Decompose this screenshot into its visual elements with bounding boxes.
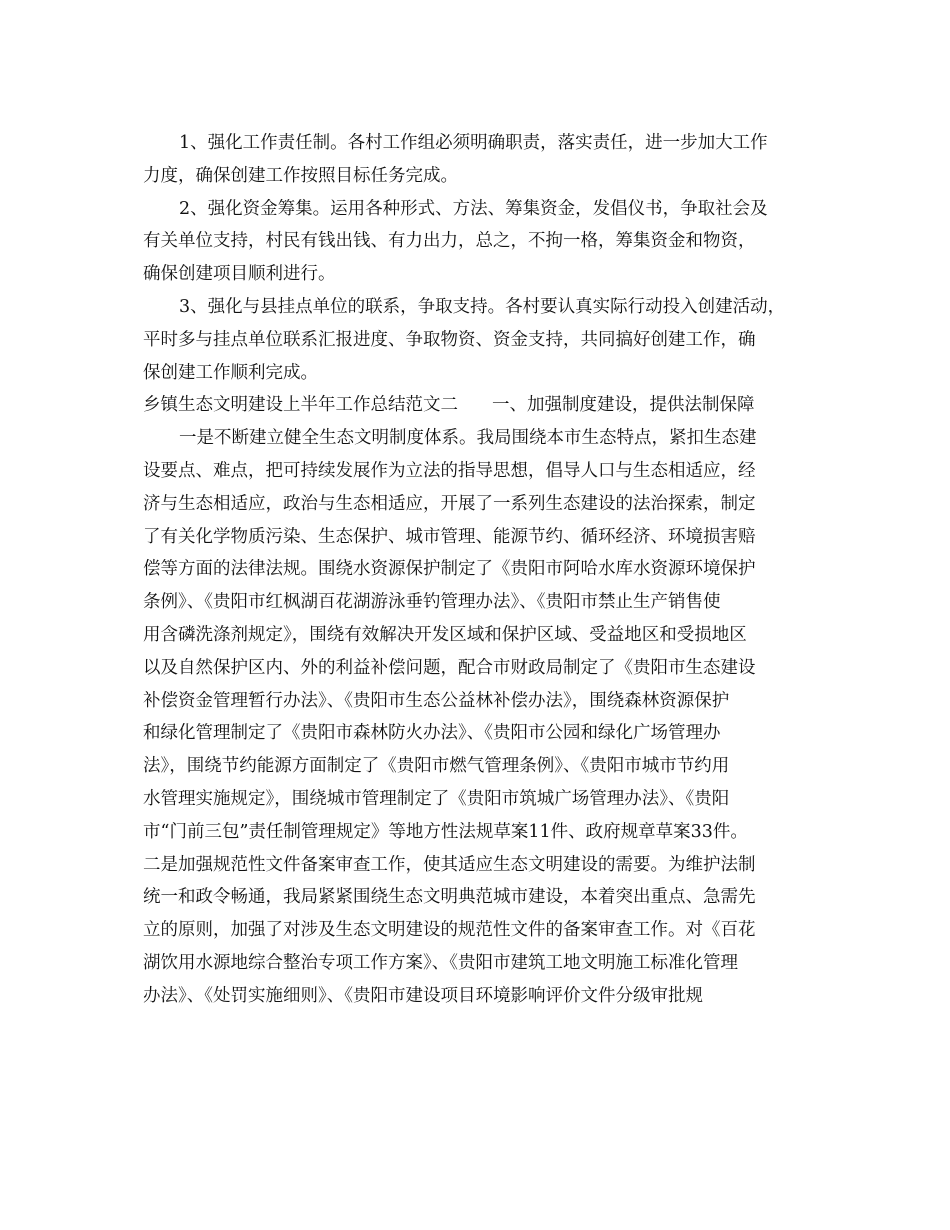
body-line-15: 统一和政令畅通，我局紧紧围绕生态文明典范城市建设，本着突出重点、急需先 <box>143 887 756 908</box>
paragraph-2-line-3: 确保创建项目顺利进行。 <box>143 264 336 285</box>
body-line-14: 二是加强规范性文件备案审查工作，使其适应生态文明建设的需要。为维护法制 <box>143 854 756 875</box>
body-line-6: 条例》、《贵阳市红枫湖百花湖游泳垂钓管理办法》、《贵阳市禁止生产销售使 <box>143 592 721 613</box>
paragraph-2-line-2: 有关单位支持，村民有钱出钱、有力出力，总之，不拘一格，筹集资金和物资， <box>143 231 756 252</box>
body-line-2: 设要点、难点，把可持续发展作为立法的指导思想，倡导人口与生态相适应，经 <box>143 460 756 481</box>
body-line-16: 立的原则，加强了对涉及生态文明建设的规范性文件的备案审查工作。对《百花 <box>143 920 756 941</box>
paragraph-3-line-2: 平时多与挂点单位联系汇报进度、争取物资、资金支持，共同搞好创建工作，确 <box>143 329 756 350</box>
body-line-17: 湖饮用水源地综合整治专项工作方案》、《贵阳市建筑工地文明施工标准化管理 <box>143 952 738 973</box>
paragraph-3-line-1: 3、强化与县挂点单位的联系，争取支持。各村要认真实际行动投入创建活动， <box>179 296 786 317</box>
body-line-13: 市“门前三包”责任制管理规定》等地方性法规草案11件、政府规章草案33件。 <box>143 821 748 842</box>
paragraph-3-line-3: 保创建工作顺利完成。 <box>143 362 318 383</box>
body-line-11: 法》，围绕节约能源方面制定了《贵阳市燃气管理条例》、《贵阳市城市节约用 <box>143 756 730 777</box>
section-heading <box>143 390 813 420</box>
body-line-4: 了有关化学物质污染、生态保护、城市管理、能源节约、循环经济、环境损害赔 <box>143 526 756 547</box>
section-title: 乡镇生态文明建设上半年工作总结范文二 <box>143 395 458 416</box>
paragraph-1-line-2: 力度，确保创建工作按照目标任务完成。 <box>143 165 458 186</box>
body-line-10: 和绿化管理制定了《贵阳市森林防火办法》、《贵阳市公园和绿化广场管理办 <box>143 723 721 744</box>
document-body <box>143 128 813 1014</box>
section-subtitle: 一、加强制度建设，提供法制保障 <box>492 395 755 416</box>
body-line-12: 水管理实施规定》，围绕城市管理制定了《贵阳市筑城广场管理办法》、《贵阳 <box>143 788 730 809</box>
body-line-7: 用含磷洗涤剂规定》，围绕有效解决开发区域和保护区域、受益地区和受损地区 <box>143 624 747 645</box>
body-line-3: 济与生态相适应，政治与生态相适应，开展了一系列生态建设的法治探索，制定 <box>143 493 756 514</box>
paragraph-1-line-1: 1、强化工作责任制。各村工作组必须明确职责，落实责任，进一步加大工作 <box>179 133 768 153</box>
body-line-1: 一是不断建立健全生态文明制度体系。我局围绕本市生态特点，紧扣生态建 <box>179 428 757 449</box>
body-line-8: 以及自然保护区内、外的利益补偿问题，配合市财政局制定了《贵阳市生态建设 <box>143 657 756 678</box>
body-line-5: 偿等方面的法律法规。围绕水资源保护制定了《贵阳市阿哈水库水资源环境保护 <box>143 559 756 580</box>
body-line-18: 办法》、《处罚实施细则》、《贵阳市建设项目环境影响评价文件分级审批规 <box>143 985 703 1006</box>
paragraph-2-line-1: 2、强化资金筹集。运用各种形式、方法、筹集资金，发倡仪书，争取社会及 <box>179 198 768 219</box>
body-line-9: 补偿资金管理暂行办法》、《贵阳市生态公益林补偿办法》，围绕森林资源保护 <box>143 690 730 711</box>
